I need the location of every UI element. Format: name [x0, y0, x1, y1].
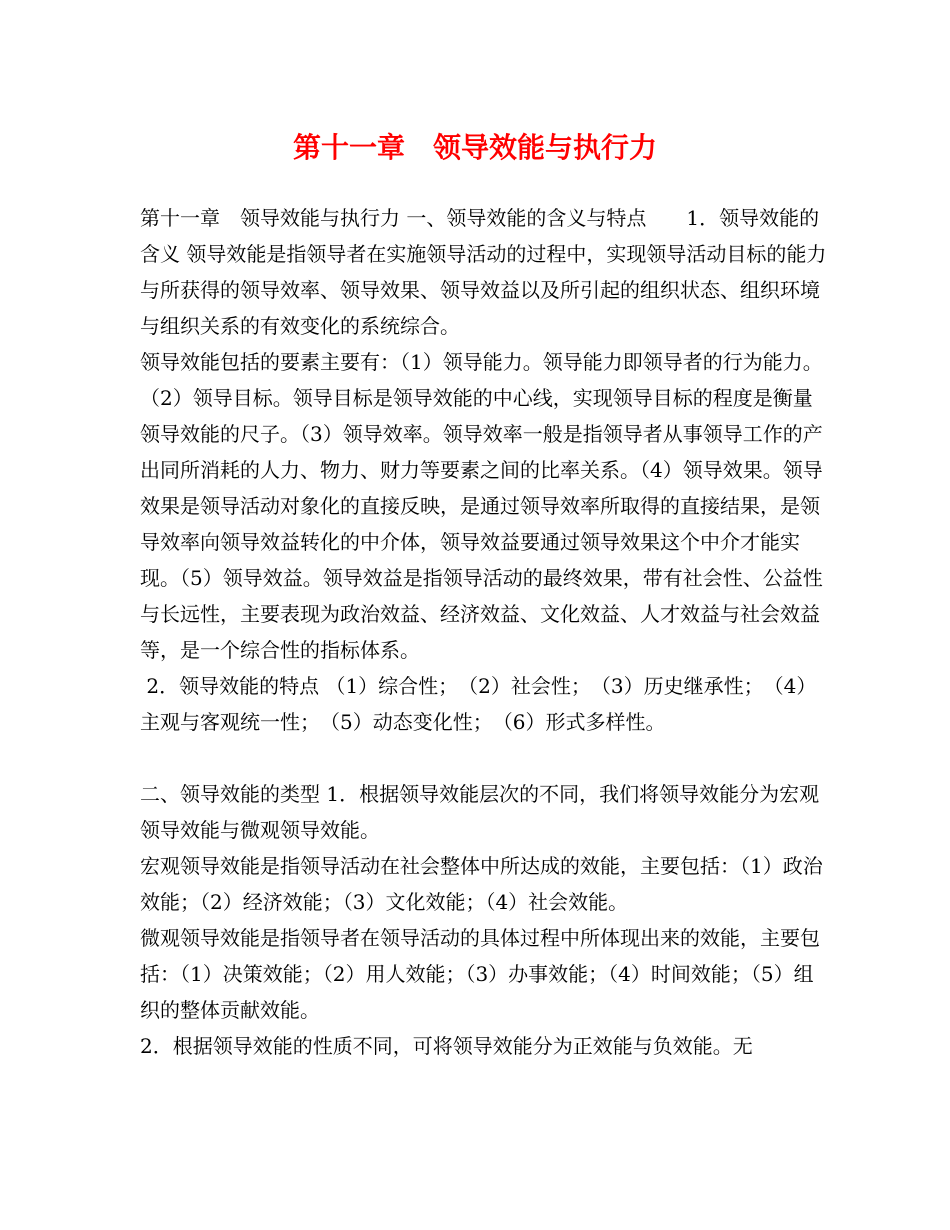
document-title: 第十一章 领导效能与执行力: [292, 131, 657, 164]
paragraph-micro: 微观领导效能是指领导者在领导活动的具体过程中所体现出来的效能，主要包括：（1）决策效能；（2）用人效能；（3）办事效能；（4）时间效能；（5）组织的整体贡献效能。: [140, 926, 820, 1022]
paragraph-types: 二、领导效能的类型 1．根据领导效能层次的不同，我们将领导效能分为宏观领导效能与微观领导效能。: [140, 782, 820, 842]
paragraph-nature: 2．根据领导效能的性质不同，可将领导效能分为正效能与负效能。无: [140, 1034, 753, 1058]
paragraph-macro: 宏观领导效能是指领导活动在社会整体中所达成的效能，主要包括：（1）政治效能；（2）经济效能；（3）文化效能；（4）社会效能。: [140, 854, 823, 914]
paragraph-characteristics: 2．领导效能的特点 （1）综合性； （2）社会性； （3）历史继承性； （4）主观与客观统一性； （5）动态变化性； （6）形式多样性。: [140, 674, 817, 734]
document-body: [140, 200, 830, 1064]
paragraph-gap: [140, 740, 830, 776]
paragraph-meaning: 第十一章 领导效能与执行力 一、领导效能的含义与特点 1．领导效能的含义 领导效能是指领导者在实施领导活动的过程中，实现领导活动目标的能力与所获得的领导效率、领导效果、领导效益以及所引起的组织状态、组织环境与组织关系的有效变化的系统综合。: [140, 206, 827, 338]
paragraph-elements: 领导效能包括的要素主要有：（1）领导能力。领导能力即领导者的行为能力。（2）领导目标。领导目标是领导效能的中心线，实现领导目标的程度是衡量领导效能的尺子。（3）领导效率。领导效率一般是指领导者从事领导工作的产出同所消耗的人力、物力、财力等要素之间的比率关系。（4）领导效果。领导效果是领导活动对象化的直接反映，是通过领导效率所取得的直接结果，是领导效率向领导效益转化的中介体，领导效益要通过领导效果这个中介才能实现。（5）领导效益。领导效益是指领导活动的最终效果，带有社会性、公益性与长远性，主要表现为政治效益、经济效益、文化效益、人才效益与社会效益等，是一个综合性的指标体系。: [140, 350, 823, 662]
